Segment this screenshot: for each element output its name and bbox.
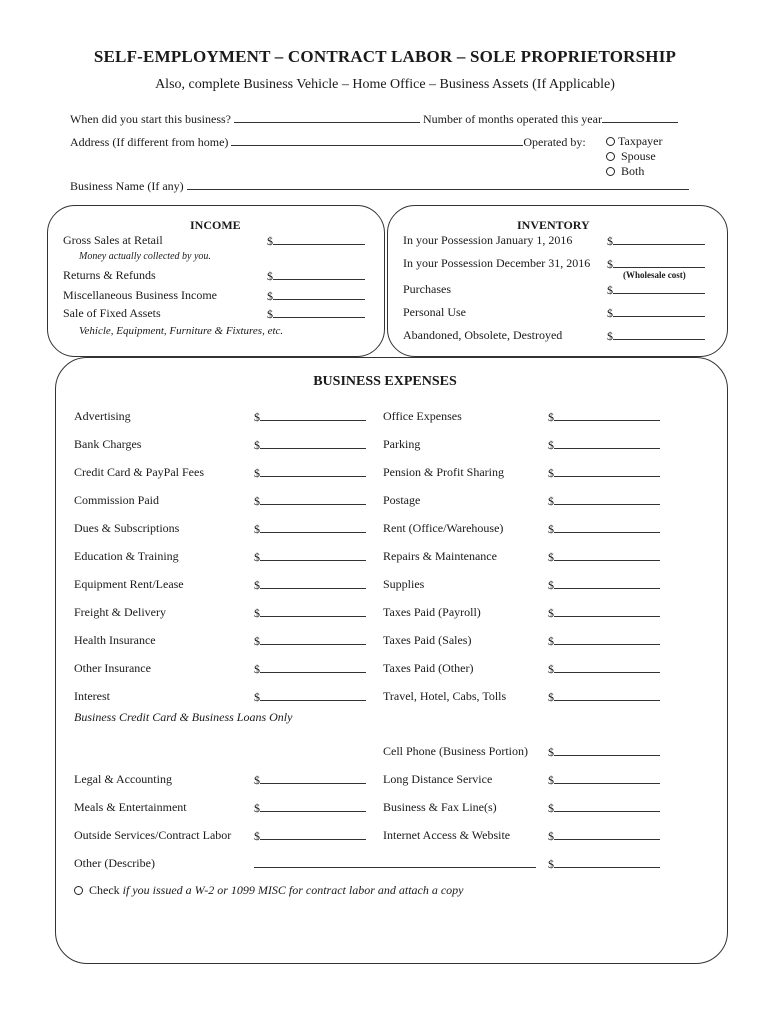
- purchases-field[interactable]: [607, 282, 705, 298]
- dollar-sign: $: [548, 745, 554, 759]
- expense-label-right: Parking: [383, 437, 421, 451]
- gross-sales-note: Money actually collected by you.: [79, 251, 211, 262]
- expense-label-right: Pension & Profit Sharing: [383, 465, 505, 479]
- other-describe-label: Other (Describe): [74, 856, 155, 870]
- expense-amount-left[interactable]: [254, 409, 366, 425]
- expense-label-right: Repairs & Maintenance: [383, 549, 497, 563]
- w2-check-note: if you issued a W-2 or 1099 MISC for contract labor and attach a copy: [122, 883, 464, 897]
- expense-label-right: Supplies: [383, 577, 425, 591]
- expense-label-left: Equipment Rent/Lease: [74, 577, 184, 591]
- months-field[interactable]: [602, 111, 678, 123]
- expense-label-right: Travel, Hotel, Cabs, Tolls: [383, 689, 507, 703]
- expense-amount-left[interactable]: [254, 549, 366, 565]
- dollar-sign: $: [254, 634, 260, 648]
- expense-label-right: Business & Fax Line(s): [383, 800, 497, 814]
- expense-label-right: Long Distance Service: [383, 772, 493, 786]
- dollar-sign: $: [548, 773, 554, 787]
- abandoned-field[interactable]: [607, 328, 705, 344]
- expense-amount-left[interactable]: [254, 800, 366, 816]
- operated-spouse-option[interactable]: [606, 149, 656, 164]
- personal-use-field[interactable]: [607, 305, 705, 321]
- interest-note: Business Credit Card & Business Loans Only: [74, 710, 293, 724]
- expense-label-left: Credit Card & PayPal Fees: [74, 465, 204, 479]
- expense-amount-left[interactable]: [254, 689, 366, 705]
- operated-taxpayer-option[interactable]: [606, 134, 662, 149]
- expense-amount-left[interactable]: [254, 493, 366, 509]
- returns-label: Returns & Refunds: [63, 268, 156, 282]
- w2-check-row[interactable]: [74, 883, 464, 898]
- dollar-sign: $: [548, 466, 554, 480]
- expense-label-left: Bank Charges: [74, 437, 142, 451]
- dollar-sign: $: [607, 234, 613, 248]
- taxpayer-radio-icon[interactable]: [606, 137, 615, 146]
- expense-amount-left[interactable]: [254, 633, 366, 649]
- dollar-sign: $: [548, 606, 554, 620]
- returns-field[interactable]: [267, 268, 365, 284]
- operated-by-label: Operated by:: [523, 135, 586, 149]
- inventory-heading: INVENTORY: [517, 218, 590, 232]
- fixed-assets-field[interactable]: [267, 306, 365, 322]
- expense-amount-right[interactable]: [548, 465, 660, 481]
- taxpayer-label: Taxpayer: [618, 134, 663, 148]
- expense-amount-right[interactable]: [548, 633, 660, 649]
- expense-label-right: Taxes Paid (Other): [383, 661, 474, 675]
- dollar-sign: $: [548, 438, 554, 452]
- spouse-radio-icon[interactable]: [606, 152, 615, 161]
- fixed-assets-note: Vehicle, Equipment, Furniture & Fixtures, etc.: [79, 325, 284, 337]
- expense-label-left: Freight & Delivery: [74, 605, 166, 619]
- start-date-label: When did you start this business?: [70, 112, 231, 126]
- expense-amount-right[interactable]: [548, 493, 660, 509]
- dollar-sign: $: [254, 606, 260, 620]
- dollar-sign: $: [548, 662, 554, 676]
- expense-amount-right[interactable]: [548, 689, 660, 705]
- expense-label-right: Taxes Paid (Payroll): [383, 605, 481, 619]
- expense-amount-right[interactable]: [548, 437, 660, 453]
- dollar-sign: $: [254, 438, 260, 452]
- cell-phone-label: Cell Phone (Business Portion): [383, 744, 529, 758]
- dollar-sign: $: [254, 578, 260, 592]
- dollar-sign: $: [267, 269, 273, 283]
- abandoned-label: Abandoned, Obsolete, Destroyed: [403, 328, 563, 342]
- dollar-sign: $: [254, 466, 260, 480]
- dollar-sign: $: [254, 801, 260, 815]
- start-date-row: [70, 111, 678, 127]
- expense-amount-left[interactable]: [254, 605, 366, 621]
- dollar-sign: $: [548, 522, 554, 536]
- dollar-sign: $: [548, 829, 554, 843]
- operated-both-option[interactable]: [606, 164, 644, 179]
- dollar-sign: $: [254, 829, 260, 843]
- expense-label-right: Postage: [383, 493, 421, 507]
- address-label: Address (If different from home): [70, 135, 229, 149]
- expense-label-right: Rent (Office/Warehouse): [383, 521, 504, 535]
- dollar-sign: $: [254, 773, 260, 787]
- expense-label-left: Meals & Entertainment: [74, 800, 187, 814]
- purchases-label: Purchases: [403, 282, 451, 296]
- expense-amount-right[interactable]: [548, 605, 660, 621]
- expense-amount-left[interactable]: [254, 772, 366, 788]
- dollar-sign: $: [254, 494, 260, 508]
- fixed-assets-label: Sale of Fixed Assets: [63, 306, 161, 320]
- misc-income-label: Miscellaneous Business Income: [63, 288, 217, 302]
- dollar-sign: $: [607, 257, 613, 271]
- dollar-sign: $: [607, 306, 613, 320]
- expense-amount-right[interactable]: [548, 409, 660, 425]
- expense-amount-right[interactable]: [548, 661, 660, 677]
- expense-amount-left[interactable]: [254, 521, 366, 537]
- expense-label-left: Outside Services/Contract Labor: [74, 828, 232, 842]
- expense-amount-left[interactable]: [254, 437, 366, 453]
- other-describe-field[interactable]: [254, 856, 536, 872]
- form-title: SELF-EMPLOYMENT – CONTRACT LABOR – SOLE PROPRIETORSHIP: [93, 47, 677, 66]
- dollar-sign: $: [607, 283, 613, 297]
- cell-phone-field[interactable]: [548, 744, 660, 760]
- expense-label-left: Interest: [74, 689, 110, 703]
- expense-label-left: Health Insurance: [74, 633, 156, 647]
- w2-check-label: Check: [89, 883, 120, 897]
- expense-amount-left[interactable]: [254, 661, 366, 677]
- inventory-jan-field[interactable]: [607, 233, 705, 249]
- expense-amount-left[interactable]: [254, 465, 366, 481]
- expense-label-left: Education & Training: [74, 549, 179, 563]
- dollar-sign: $: [254, 410, 260, 424]
- dollar-sign: $: [607, 329, 613, 343]
- expenses-heading: BUSINESS EXPENSES: [313, 374, 457, 389]
- dollar-sign: $: [254, 690, 260, 704]
- personal-use-label: Personal Use: [403, 305, 466, 319]
- expense-label-left: Legal & Accounting: [74, 772, 172, 786]
- gross-sales-field[interactable]: [267, 233, 365, 249]
- address-field[interactable]: [231, 134, 523, 146]
- inventory-jan-label: In your Possession January 1, 2016: [403, 233, 573, 247]
- dollar-sign: $: [548, 494, 554, 508]
- dollar-sign: $: [548, 857, 554, 871]
- both-label: Both: [621, 164, 645, 178]
- expense-label-left: Commission Paid: [74, 493, 160, 507]
- dollar-sign: $: [267, 289, 273, 303]
- income-heading: INCOME: [190, 218, 241, 232]
- dollar-sign: $: [267, 234, 273, 248]
- dollar-sign: $: [254, 550, 260, 564]
- business-name-row: [70, 178, 689, 194]
- business-name-label: Business Name (If any): [70, 179, 184, 193]
- expense-amount-left[interactable]: [254, 577, 366, 593]
- misc-income-field[interactable]: [267, 288, 365, 304]
- wholesale-note: (Wholesale cost): [623, 270, 686, 280]
- both-radio-icon[interactable]: [606, 167, 615, 176]
- form-subtitle: Also, complete Business Vehicle – Home Office – Business Assets (If Applicable): [155, 77, 615, 92]
- dollar-sign: $: [548, 550, 554, 564]
- dollar-sign: $: [548, 634, 554, 648]
- expense-label-right: Internet Access & Website: [383, 828, 511, 842]
- expense-amount-right[interactable]: [548, 521, 660, 537]
- expense-label-right: Taxes Paid (Sales): [383, 633, 472, 647]
- dollar-sign: $: [548, 578, 554, 592]
- dollar-sign: $: [548, 690, 554, 704]
- dollar-sign: $: [548, 801, 554, 815]
- dollar-sign: $: [548, 410, 554, 424]
- dollar-sign: $: [254, 522, 260, 536]
- months-label: Number of months operated this year: [422, 112, 602, 126]
- expense-label-left: Advertising: [74, 409, 131, 423]
- expense-amount-right[interactable]: [548, 800, 660, 816]
- spouse-label: Spouse: [621, 149, 656, 163]
- dollar-sign: $: [267, 307, 273, 321]
- expense-label-left: Dues & Subscriptions: [74, 521, 180, 535]
- expense-label-right: Office Expenses: [383, 409, 462, 423]
- expense-label-left: Other Insurance: [74, 661, 151, 675]
- expense-amount-right[interactable]: [548, 577, 660, 593]
- start-date-field[interactable]: [234, 111, 420, 123]
- w2-check-radio-icon[interactable]: [74, 886, 83, 895]
- dollar-sign: $: [254, 662, 260, 676]
- business-name-field[interactable]: [187, 178, 689, 190]
- expense-amount-right[interactable]: [548, 772, 660, 788]
- other-amount-field[interactable]: [548, 856, 660, 872]
- gross-sales-label: Gross Sales at Retail: [63, 233, 163, 247]
- expense-amount-right[interactable]: [548, 549, 660, 565]
- expense-amount-right[interactable]: [548, 828, 660, 844]
- address-row: [70, 134, 586, 150]
- inventory-dec-label: In your Possession December 31, 2016: [403, 256, 591, 270]
- expense-amount-left[interactable]: [254, 828, 366, 844]
